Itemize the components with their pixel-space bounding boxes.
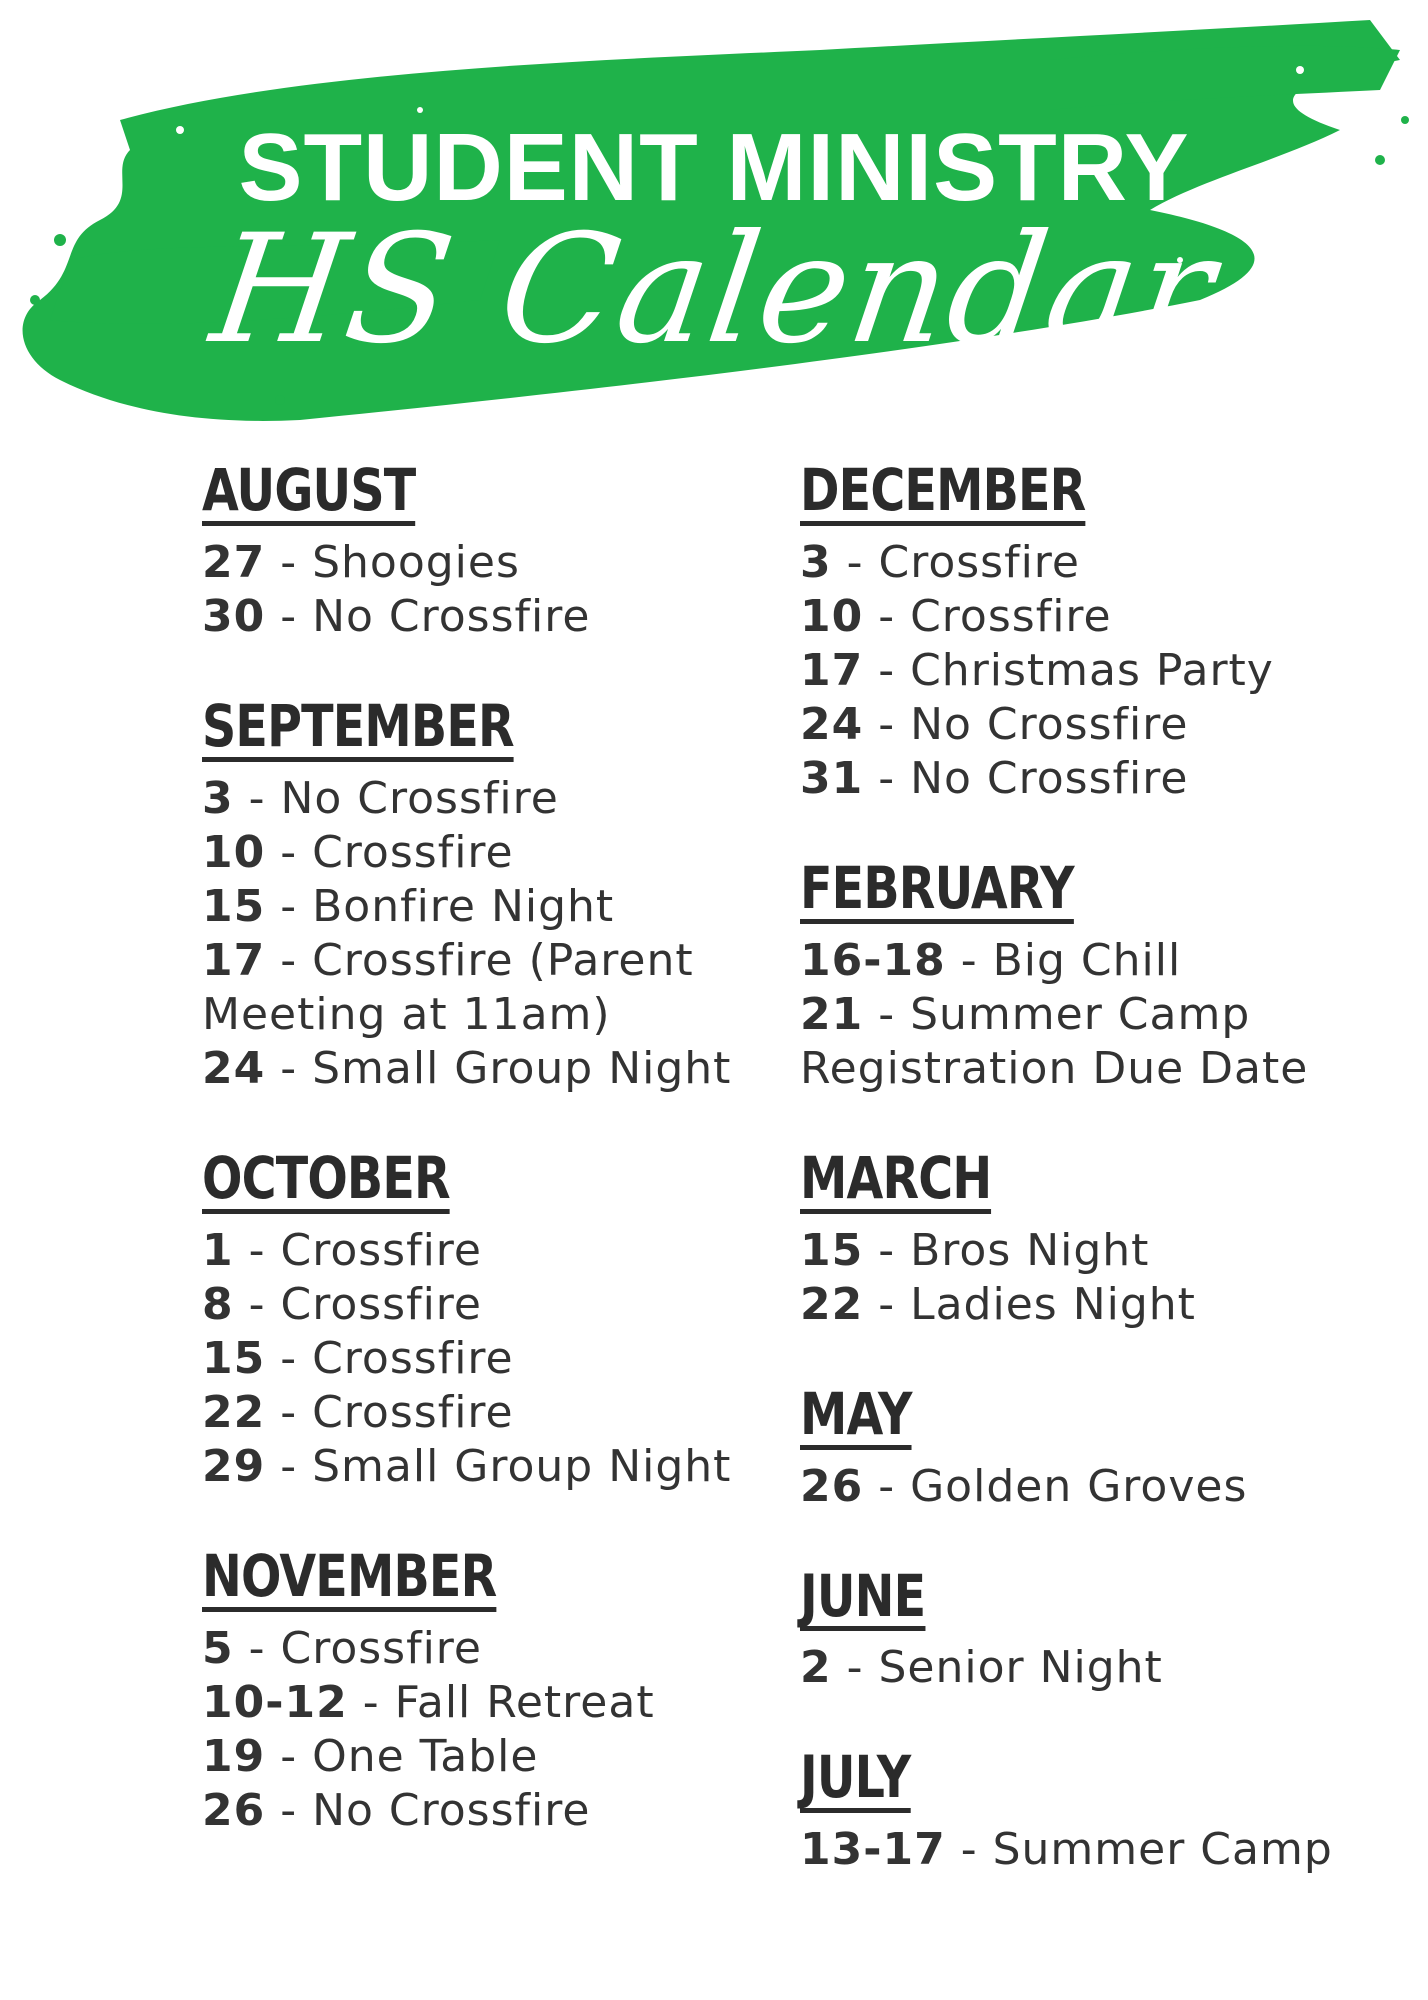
event-item: [202, 880, 762, 934]
event-date: 21: [800, 988, 864, 1040]
event-description: - Summer Camp Registration Due Date: [800, 988, 1309, 1094]
event-description: - No Crossfire: [265, 590, 591, 642]
event-date: 29: [202, 1440, 266, 1492]
month-section: [800, 1743, 1360, 1877]
header-banner: [0, 0, 1428, 440]
event-item: [800, 752, 1360, 806]
event-item: [800, 698, 1360, 752]
month-section: [202, 691, 762, 1096]
event-date: 13-17: [800, 1824, 946, 1876]
event-item: [800, 934, 1360, 988]
event-description: - No Crossfire: [233, 772, 559, 824]
event-item: [202, 1440, 762, 1494]
event-item: [202, 590, 762, 644]
event-item: [202, 1622, 762, 1676]
month-section: [202, 456, 762, 644]
event-item: [800, 536, 1360, 590]
month-section: [800, 1379, 1360, 1514]
event-item: [202, 1332, 762, 1386]
event-description: - Christmas Party: [863, 644, 1274, 696]
left-calendar-column: [202, 456, 762, 1890]
event-description: - Bros Night: [863, 1224, 1150, 1276]
event-date: 31: [800, 752, 864, 804]
month-section: [800, 853, 1360, 1096]
event-item: [800, 590, 1360, 644]
event-item: [202, 1042, 762, 1096]
event-date: 2: [800, 1642, 832, 1694]
event-description: - No Crossfire: [863, 698, 1189, 750]
event-date: 22: [202, 1386, 266, 1438]
event-date: 15: [800, 1224, 864, 1276]
event-description: - Crossfire: [265, 1386, 514, 1438]
month-section: [800, 1561, 1360, 1696]
month-section: [800, 1143, 1360, 1332]
event-description: - Summer Camp: [945, 1824, 1333, 1876]
event-item: [202, 772, 762, 826]
event-date: 3: [202, 772, 234, 824]
event-item: [202, 536, 762, 590]
event-description: - Golden Groves: [863, 1460, 1248, 1512]
event-item: [202, 1386, 762, 1440]
event-description: - Fall Retreat: [347, 1676, 655, 1728]
event-item: [800, 1224, 1360, 1278]
event-date: 16-18: [800, 934, 946, 986]
month-heading: NOVEMBER: [202, 1541, 497, 1610]
event-item: [800, 1823, 1360, 1877]
month-heading: SEPTEMBER: [202, 691, 514, 760]
page-subtitle: HS Calendar: [202, 203, 1226, 377]
month-heading: OCTOBER: [202, 1143, 450, 1212]
event-date: 15: [202, 1332, 266, 1384]
event-description: - Crossfire: [233, 1278, 482, 1330]
event-description: - No Crossfire: [863, 752, 1189, 804]
event-description: - Small Group Night: [265, 1042, 732, 1094]
event-date: 27: [202, 536, 266, 588]
event-date: 10: [202, 826, 266, 878]
event-description: - Bonfire Night: [265, 880, 615, 932]
month-heading: JUNE: [800, 1561, 926, 1630]
month-heading: MAY: [800, 1379, 912, 1448]
event-description: - Crossfire: [863, 590, 1112, 642]
event-date: 22: [800, 1278, 864, 1330]
month-heading: JULY: [800, 1743, 911, 1812]
event-item: [202, 1784, 762, 1838]
event-description: - No Crossfire: [265, 1784, 591, 1836]
event-description: - Ladies Night: [863, 1278, 1196, 1330]
event-date: 19: [202, 1730, 266, 1782]
page-title: STUDENT MINISTRY: [238, 114, 1190, 221]
event-date: 17: [800, 644, 864, 696]
event-item: [202, 1224, 762, 1278]
event-date: 26: [800, 1460, 864, 1512]
event-description: - Crossfire: [233, 1622, 482, 1674]
month-heading: DECEMBER: [800, 456, 1086, 524]
event-description: - Crossfire: [233, 1224, 482, 1276]
event-description: - Crossfire (Parent Meeting at 11am): [202, 934, 694, 1040]
event-date: 5: [202, 1622, 234, 1674]
event-description: - One Table: [265, 1730, 539, 1782]
event-date: 17: [202, 934, 266, 986]
month-heading: AUGUST: [202, 456, 416, 524]
event-item: [202, 934, 762, 1042]
event-date: 26: [202, 1784, 266, 1836]
event-item: [800, 988, 1360, 1096]
event-item: [202, 826, 762, 880]
event-date: 1: [202, 1224, 234, 1276]
event-date: 10-12: [202, 1676, 348, 1728]
right-calendar-column: [800, 456, 1360, 1929]
event-item: [800, 1641, 1360, 1695]
month-section: [202, 1143, 762, 1494]
event-date: 24: [800, 698, 864, 750]
event-description: - Big Chill: [945, 934, 1182, 986]
event-item: [202, 1278, 762, 1332]
event-date: 15: [202, 880, 266, 932]
event-description: - Crossfire: [265, 1332, 514, 1384]
event-description: - Small Group Night: [265, 1440, 732, 1492]
event-date: 10: [800, 590, 864, 642]
event-date: 3: [800, 536, 832, 588]
month-heading: MARCH: [800, 1143, 992, 1212]
event-description: - Shoogies: [265, 536, 520, 588]
event-date: 30: [202, 590, 266, 642]
event-item: [202, 1730, 762, 1784]
month-section: [800, 456, 1360, 806]
event-date: 8: [202, 1278, 234, 1330]
event-item: [202, 1676, 762, 1730]
event-description: - Crossfire: [831, 536, 1080, 588]
event-item: [800, 1460, 1360, 1514]
event-item: [800, 644, 1360, 698]
event-description: - Crossfire: [265, 826, 514, 878]
month-heading: FEBRUARY: [800, 853, 1074, 922]
event-date: 24: [202, 1042, 266, 1094]
event-item: [800, 1278, 1360, 1332]
event-description: - Senior Night: [831, 1642, 1163, 1694]
month-section: [202, 1541, 762, 1838]
